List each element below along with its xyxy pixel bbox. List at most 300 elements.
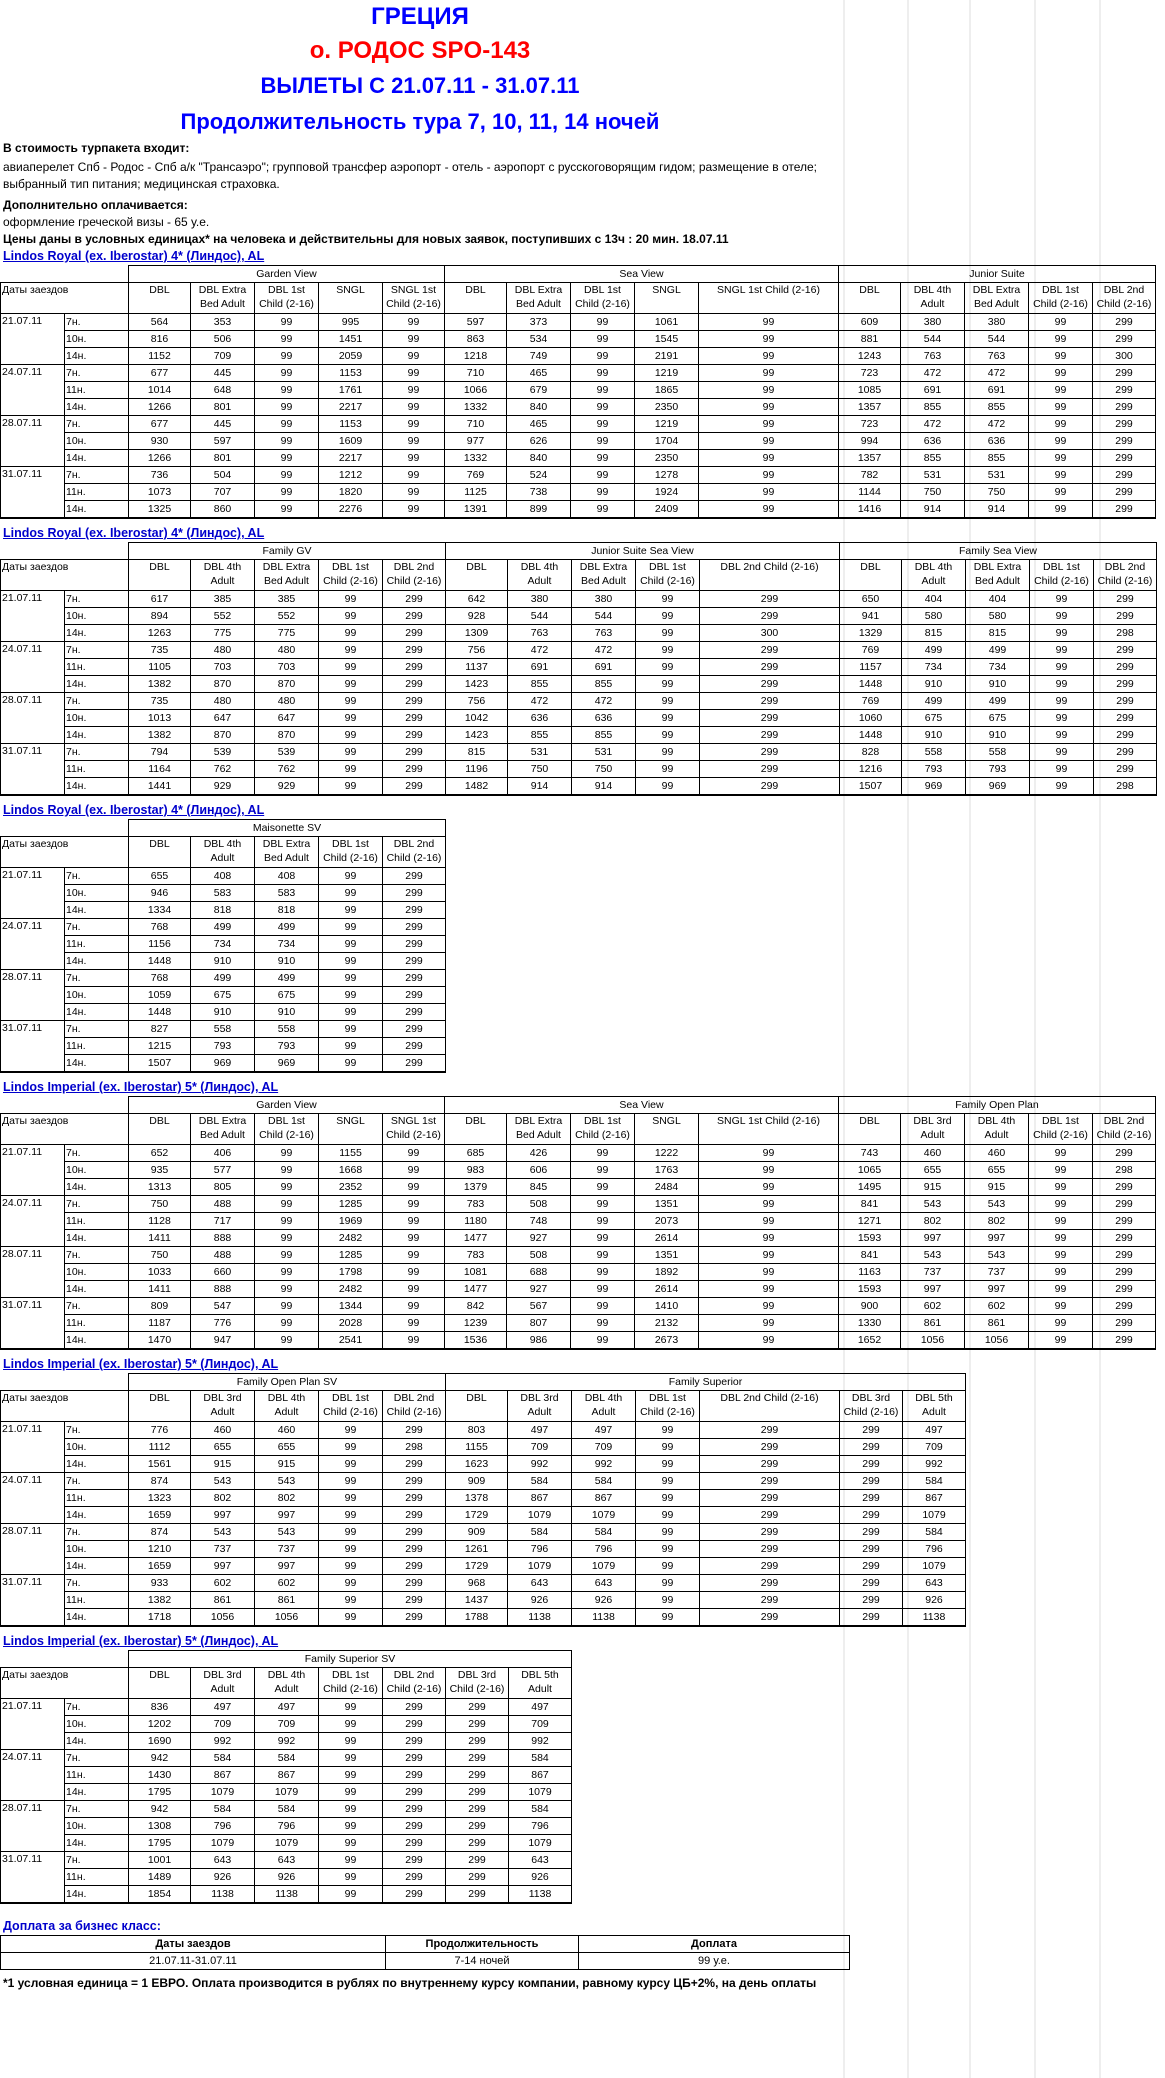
room-type-header: Junior Suite Sea View bbox=[446, 543, 840, 560]
price-cell: 99 bbox=[255, 348, 319, 365]
price-cell: 99 bbox=[571, 1145, 635, 1162]
surcharge-table bbox=[0, 1935, 850, 1970]
price-cell: 1152 bbox=[129, 348, 191, 365]
price-cell: 915 bbox=[965, 1179, 1029, 1196]
price-cell: 874 bbox=[129, 1473, 191, 1490]
price-cell: 299 bbox=[1093, 416, 1156, 433]
price-cell: 480 bbox=[191, 693, 255, 710]
price-cell: 99 bbox=[319, 1818, 383, 1835]
price-cell: 472 bbox=[965, 416, 1029, 433]
table-row bbox=[1, 1558, 966, 1575]
price-cell: 99 bbox=[319, 625, 383, 642]
price-cell: 734 bbox=[902, 659, 966, 676]
column-header: DBL 1st Child (2-16) bbox=[319, 1391, 383, 1422]
price-cell: 1423 bbox=[446, 727, 508, 744]
price-cell: 488 bbox=[191, 1196, 255, 1213]
price-cell: 99 bbox=[699, 1162, 839, 1179]
price-cell: 99 bbox=[636, 778, 700, 796]
price-cell: 855 bbox=[965, 399, 1029, 416]
price-cell: 769 bbox=[840, 642, 902, 659]
price-cell: 99 bbox=[699, 1298, 839, 1315]
price-cell: 299 bbox=[1094, 591, 1157, 608]
price-cell: 99 bbox=[319, 608, 383, 625]
price-cell: 299 bbox=[383, 1038, 446, 1055]
price-cell: 99 bbox=[383, 416, 445, 433]
column-header: DBL 1st Child (2-16) bbox=[1030, 560, 1094, 591]
price-cell: 531 bbox=[572, 744, 636, 761]
price-cell: 299 bbox=[383, 1558, 446, 1575]
nights: 7н. bbox=[65, 1801, 129, 1818]
date-column-label: Даты заездов bbox=[1, 283, 129, 314]
price-cell: 861 bbox=[965, 1315, 1029, 1332]
price-cell: 99 bbox=[319, 1004, 383, 1021]
arrival-date: 31.07.11 bbox=[1, 744, 65, 761]
price-cell: 1382 bbox=[129, 727, 191, 744]
price-cell: 99 bbox=[1029, 433, 1093, 450]
price-cell: 99 bbox=[319, 868, 383, 885]
nights: 7н. bbox=[65, 868, 129, 885]
price-cell: 299 bbox=[383, 1473, 446, 1490]
price-cell: 472 bbox=[572, 693, 636, 710]
arrival-date: 31.07.11 bbox=[1, 1021, 65, 1038]
price-cell: 1216 bbox=[840, 761, 902, 778]
price-cell: 99 bbox=[383, 1247, 445, 1264]
price-cell: 99 bbox=[319, 1507, 383, 1524]
price-cell: 723 bbox=[839, 365, 901, 382]
nights: 10н. bbox=[65, 1264, 129, 1281]
price-cell: 915 bbox=[191, 1456, 255, 1473]
hotel-link[interactable]: Lindos Imperial (ex. Iberostar) 5* (Линдос), AL bbox=[3, 1357, 279, 1371]
surcharge-title: Доплата за бизнес класс: bbox=[3, 1919, 161, 1933]
column-header: DBL Extra Bed Adult bbox=[507, 283, 571, 314]
price-cell: 783 bbox=[445, 1247, 507, 1264]
column-header: DBL bbox=[129, 283, 191, 314]
price-cell: 643 bbox=[903, 1575, 966, 1592]
arrival-date bbox=[1, 936, 65, 953]
price-cell: 298 bbox=[1094, 625, 1157, 642]
price-cell: 1411 bbox=[129, 1281, 191, 1298]
nights: 7н. bbox=[65, 314, 129, 331]
price-cell: 99 bbox=[571, 382, 635, 399]
price-cell: 99 bbox=[255, 399, 319, 416]
price-cell: 763 bbox=[965, 348, 1029, 365]
price-cell: 99 bbox=[1029, 348, 1093, 365]
price-cell: 99 bbox=[319, 1801, 383, 1818]
price-cell: 709 bbox=[255, 1716, 319, 1733]
price-cell: 99 bbox=[255, 382, 319, 399]
price-cell: 299 bbox=[446, 1699, 509, 1716]
price-cell: 99 bbox=[319, 1021, 383, 1038]
price-cell: 926 bbox=[903, 1592, 966, 1609]
price-cell: 497 bbox=[191, 1699, 255, 1716]
table-row bbox=[1, 778, 1157, 796]
table-row bbox=[1, 936, 446, 953]
price-cell: 99 bbox=[1029, 1162, 1093, 1179]
price-cell: 380 bbox=[901, 314, 965, 331]
price-cell: 1448 bbox=[840, 727, 902, 744]
nights: 10н. bbox=[65, 1818, 129, 1835]
price-cell: 299 bbox=[700, 1575, 840, 1592]
price-cell: 1138 bbox=[255, 1886, 319, 1904]
price-cell: 99 bbox=[383, 1230, 445, 1247]
price-cell: 299 bbox=[700, 710, 840, 727]
price-cell: 99 bbox=[699, 1332, 839, 1350]
price-cell: 99 bbox=[1029, 382, 1093, 399]
column-header: DBL 3rd Adult bbox=[508, 1391, 572, 1422]
price-cell: 299 bbox=[383, 642, 446, 659]
price-cell: 910 bbox=[191, 953, 255, 970]
room-type-header: Family GV bbox=[129, 543, 446, 560]
nights: 10н. bbox=[65, 608, 129, 625]
price-cell: 299 bbox=[1093, 1179, 1156, 1196]
price-cell: 1382 bbox=[129, 676, 191, 693]
price-cell: 1332 bbox=[445, 399, 507, 416]
arrival-date bbox=[1, 1609, 65, 1627]
table-row bbox=[1, 1852, 572, 1869]
arrival-date bbox=[1, 1716, 65, 1733]
arrival-date bbox=[1, 1507, 65, 1524]
table-row bbox=[1, 1456, 966, 1473]
price-cell: 299 bbox=[446, 1869, 509, 1886]
price-cell: 99 bbox=[255, 467, 319, 484]
table-row bbox=[1, 1315, 1156, 1332]
price-cell: 1285 bbox=[319, 1196, 383, 1213]
price-cell: 763 bbox=[572, 625, 636, 642]
price-cell: 99 bbox=[319, 1869, 383, 1886]
price-cell: 1285 bbox=[319, 1247, 383, 1264]
price-cell: 935 bbox=[129, 1162, 191, 1179]
price-cell: 1056 bbox=[901, 1332, 965, 1350]
table-row bbox=[1, 1609, 966, 1627]
arrival-date bbox=[1, 1179, 65, 1196]
price-cell: 99 bbox=[699, 1247, 839, 1264]
price-cell: 775 bbox=[191, 625, 255, 642]
price-cell: 1156 bbox=[129, 936, 191, 953]
price-cell: 299 bbox=[840, 1507, 903, 1524]
price-cell: 636 bbox=[572, 710, 636, 727]
price-cell: 1157 bbox=[840, 659, 902, 676]
price-cell: 299 bbox=[446, 1733, 509, 1750]
hotel-link[interactable]: Lindos Royal (ex. Iberostar) 4* (Линдос), AL bbox=[3, 526, 265, 540]
extra-text: оформление греческой визы - 65 у.е. bbox=[3, 215, 210, 229]
column-header: DBL 4th Adult bbox=[255, 1391, 319, 1422]
nights: 7н. bbox=[65, 1021, 129, 1038]
table-row bbox=[1, 1038, 446, 1055]
price-cell: 1112 bbox=[129, 1439, 191, 1456]
price-cell: 1593 bbox=[839, 1230, 901, 1247]
nights: 7н. bbox=[65, 416, 129, 433]
table-row bbox=[1, 1230, 1156, 1247]
hotel-link[interactable]: Lindos Imperial (ex. Iberostar) 5* (Линдос), AL bbox=[3, 1080, 279, 1094]
price-cell: 1798 bbox=[319, 1264, 383, 1281]
nights: 7н. bbox=[65, 1247, 129, 1264]
room-type-header: Junior Suite bbox=[839, 266, 1156, 283]
price-cell: 543 bbox=[255, 1473, 319, 1490]
column-header: DBL Extra Bed Adult bbox=[255, 560, 319, 591]
arrival-date: 31.07.11 bbox=[1, 1298, 65, 1315]
price-cell: 583 bbox=[191, 885, 255, 902]
price-cell: 691 bbox=[572, 659, 636, 676]
price-cell: 499 bbox=[255, 919, 319, 936]
price-cell: 1243 bbox=[839, 348, 901, 365]
price-cell: 647 bbox=[255, 710, 319, 727]
price-cell: 299 bbox=[700, 1456, 840, 1473]
table-row bbox=[1, 314, 1156, 331]
title-island: о. РОДОС SPO-143 bbox=[309, 37, 531, 64]
price-cell: 299 bbox=[1093, 433, 1156, 450]
price-cell: 1430 bbox=[129, 1767, 191, 1784]
price-cell: 643 bbox=[572, 1575, 636, 1592]
price-cell: 99 bbox=[383, 1145, 445, 1162]
price-cell: 299 bbox=[383, 676, 446, 693]
price-cell: 99 bbox=[571, 399, 635, 416]
price-cell: 933 bbox=[129, 1575, 191, 1592]
price-cell: 709 bbox=[191, 1716, 255, 1733]
price-cell: 534 bbox=[507, 331, 571, 348]
table-row bbox=[1, 676, 1157, 693]
price-cell: 2059 bbox=[319, 348, 383, 365]
price-cell: 99 bbox=[571, 1213, 635, 1230]
column-header: SNGL 1st Child (2-16) bbox=[699, 283, 839, 314]
price-cell: 460 bbox=[965, 1145, 1029, 1162]
price-cell: 709 bbox=[572, 1439, 636, 1456]
price-cell: 99 bbox=[319, 1558, 383, 1575]
price-cell: 299 bbox=[1093, 450, 1156, 467]
column-header: DBL 3rd Child (2-16) bbox=[446, 1668, 509, 1699]
price-cell: 1202 bbox=[129, 1716, 191, 1733]
price-cell: 99 bbox=[383, 433, 445, 450]
arrival-date: 24.07.11 bbox=[1, 919, 65, 936]
price-cell: 99 bbox=[319, 744, 383, 761]
nights: 7н. bbox=[65, 467, 129, 484]
price-cell: 299 bbox=[1093, 1145, 1156, 1162]
price-cell: 531 bbox=[965, 467, 1029, 484]
price-cell: 99 bbox=[1029, 1179, 1093, 1196]
price-cell: 796 bbox=[508, 1541, 572, 1558]
price-cell: 544 bbox=[901, 331, 965, 348]
price-cell: 99 bbox=[636, 761, 700, 778]
price-cell: 763 bbox=[901, 348, 965, 365]
arrival-date: 31.07.11 bbox=[1, 467, 65, 484]
price-cell: 2352 bbox=[319, 1179, 383, 1196]
price-cell: 99 bbox=[1029, 467, 1093, 484]
arrival-date bbox=[1, 1592, 65, 1609]
price-cell: 99 bbox=[383, 348, 445, 365]
price-cell: 1451 bbox=[319, 331, 383, 348]
price-cell: 99 bbox=[319, 987, 383, 1004]
column-header: DBL 1st Child (2-16) bbox=[255, 283, 319, 314]
price-cell: 867 bbox=[572, 1490, 636, 1507]
price-cell: 99 bbox=[699, 331, 839, 348]
price-cell: 1718 bbox=[129, 1609, 191, 1627]
hotel-link[interactable]: Lindos Royal (ex. Iberostar) 4* (Линдос), AL bbox=[3, 249, 265, 263]
price-cell: 299 bbox=[700, 1592, 840, 1609]
price-cell: 299 bbox=[383, 970, 446, 987]
arrival-date bbox=[1, 484, 65, 501]
price-cell: 99 bbox=[1030, 591, 1094, 608]
price-cell: 299 bbox=[700, 761, 840, 778]
price-cell: 99 bbox=[571, 365, 635, 382]
price-cell: 99 bbox=[1029, 1247, 1093, 1264]
price-cell: 99 bbox=[1030, 676, 1094, 693]
price-cell: 675 bbox=[255, 987, 319, 1004]
table-row bbox=[1, 902, 446, 919]
column-header: DBL 4th Adult bbox=[508, 560, 572, 591]
price-cell: 299 bbox=[700, 676, 840, 693]
price-cell: 99 bbox=[699, 433, 839, 450]
price-cell: 997 bbox=[901, 1281, 965, 1298]
price-cell: 1271 bbox=[839, 1213, 901, 1230]
table-row bbox=[1, 348, 1156, 365]
price-cell: 748 bbox=[507, 1213, 571, 1230]
price-cell: 929 bbox=[191, 778, 255, 796]
price-cell: 1079 bbox=[191, 1784, 255, 1801]
price-cell: 749 bbox=[507, 348, 571, 365]
column-header: DBL bbox=[840, 560, 902, 591]
price-cell: 99 bbox=[383, 484, 445, 501]
price-cell: 99 bbox=[1029, 416, 1093, 433]
price-cell: 99 bbox=[636, 608, 700, 625]
price-cell: 737 bbox=[965, 1264, 1029, 1281]
price-cell: 584 bbox=[508, 1473, 572, 1490]
price-cell: 647 bbox=[191, 710, 255, 727]
price-cell: 99 bbox=[636, 625, 700, 642]
nights: 7н. bbox=[65, 1750, 129, 1767]
price-cell: 2673 bbox=[635, 1332, 699, 1350]
price-cell: 775 bbox=[255, 625, 319, 642]
price-cell: 650 bbox=[840, 591, 902, 608]
price-cell: 1593 bbox=[839, 1281, 901, 1298]
price-cell: 648 bbox=[191, 382, 255, 399]
price-cell: 299 bbox=[446, 1750, 509, 1767]
arrival-date bbox=[1, 902, 65, 919]
price-cell: 910 bbox=[255, 1004, 319, 1021]
price-cell: 801 bbox=[191, 399, 255, 416]
price-table bbox=[0, 1096, 1156, 1350]
hotel-link[interactable]: Lindos Royal (ex. Iberostar) 4* (Линдос), AL bbox=[3, 803, 265, 817]
price-cell: 815 bbox=[966, 625, 1030, 642]
price-cell: 99 bbox=[1030, 761, 1094, 778]
price-cell: 997 bbox=[965, 1230, 1029, 1247]
nights: 7н. bbox=[65, 1575, 129, 1592]
price-cell: 942 bbox=[129, 1801, 191, 1818]
price-cell: 558 bbox=[191, 1021, 255, 1038]
price-cell: 992 bbox=[509, 1733, 572, 1750]
price-cell: 1210 bbox=[129, 1541, 191, 1558]
price-cell: 855 bbox=[508, 727, 572, 744]
nights: 11н. bbox=[65, 761, 129, 778]
price-cell: 1477 bbox=[445, 1230, 507, 1247]
price-cell: 499 bbox=[966, 642, 1030, 659]
price-cell: 1187 bbox=[129, 1315, 191, 1332]
price-cell: 539 bbox=[255, 744, 319, 761]
arrival-date bbox=[1, 710, 65, 727]
arrival-date bbox=[1, 1439, 65, 1456]
price-cell: 299 bbox=[700, 778, 840, 796]
hotel-link[interactable]: Lindos Imperial (ex. Iberostar) 5* (Линдос), AL bbox=[3, 1634, 279, 1648]
arrival-date bbox=[1, 1835, 65, 1852]
price-cell: 99 bbox=[383, 1162, 445, 1179]
arrival-date bbox=[1, 1264, 65, 1281]
price-cell: 626 bbox=[507, 433, 571, 450]
price-cell: 99 bbox=[383, 1315, 445, 1332]
column-header: DBL Extra Bed Adult bbox=[507, 1114, 571, 1145]
arrival-date bbox=[1, 348, 65, 365]
price-cell: 769 bbox=[840, 693, 902, 710]
price-cell: 783 bbox=[445, 1196, 507, 1213]
price-cell: 2482 bbox=[319, 1230, 383, 1247]
room-type-header: Garden View bbox=[129, 1097, 445, 1114]
arrival-date bbox=[1, 1733, 65, 1750]
table-row bbox=[1, 399, 1156, 416]
price-cell: 995 bbox=[319, 314, 383, 331]
price-cell: 99 bbox=[571, 1179, 635, 1196]
price-cell: 793 bbox=[191, 1038, 255, 1055]
price-cell: 99 bbox=[383, 314, 445, 331]
price-cell: 99 bbox=[699, 399, 839, 416]
price-cell: 836 bbox=[129, 1699, 191, 1716]
price-cell: 818 bbox=[255, 902, 319, 919]
column-header: DBL bbox=[129, 1114, 191, 1145]
price-cell: 969 bbox=[902, 778, 966, 796]
price-cell: 1690 bbox=[129, 1733, 191, 1750]
price-cell: 99 bbox=[319, 1038, 383, 1055]
column-header: DBL bbox=[446, 560, 508, 591]
price-cell: 99 bbox=[636, 710, 700, 727]
table-row bbox=[1, 710, 1157, 727]
price-cell: 99 bbox=[383, 382, 445, 399]
price-cell: 299 bbox=[1094, 608, 1157, 625]
price-cell: 679 bbox=[507, 382, 571, 399]
price-cell: 299 bbox=[1093, 399, 1156, 416]
price-cell: 1788 bbox=[446, 1609, 508, 1627]
arrival-date bbox=[1, 1332, 65, 1350]
column-header: DBL 5th Adult bbox=[903, 1391, 966, 1422]
column-header: DBL 1st Child (2-16) bbox=[636, 560, 700, 591]
price-cell: 1507 bbox=[840, 778, 902, 796]
price-cell: 99 bbox=[636, 1575, 700, 1592]
price-cell: 750 bbox=[965, 484, 1029, 501]
price-cell: 1081 bbox=[445, 1264, 507, 1281]
price-cell: 99 bbox=[255, 1281, 319, 1298]
price-cell: 580 bbox=[902, 608, 966, 625]
price-cell: 299 bbox=[383, 1021, 446, 1038]
price-cell: 926 bbox=[509, 1869, 572, 1886]
price-cell: 99 bbox=[319, 1767, 383, 1784]
price-cell: 1138 bbox=[903, 1609, 966, 1627]
price-cell: 827 bbox=[129, 1021, 191, 1038]
empty-corner bbox=[1, 1097, 129, 1114]
price-cell: 488 bbox=[191, 1247, 255, 1264]
price-cell: 99 bbox=[636, 693, 700, 710]
arrival-date bbox=[1, 608, 65, 625]
price-cell: 1013 bbox=[129, 710, 191, 727]
included-text: авиаперелет Спб - Родос - Спб а/к "Трансаэро"; групповой трансфер аэропорт - отель - аэропорт с русскоговорящим гидом; размещение в отеле; выбранный тип питания; медицинская страховка. bbox=[3, 160, 818, 191]
price-cell: 1334 bbox=[129, 902, 191, 919]
price-cell: 926 bbox=[255, 1869, 319, 1886]
price-cell: 1704 bbox=[635, 433, 699, 450]
price-cell: 497 bbox=[255, 1699, 319, 1716]
price-cell: 1330 bbox=[839, 1315, 901, 1332]
column-header: SNGL bbox=[635, 1114, 699, 1145]
price-cell: 497 bbox=[509, 1699, 572, 1716]
price-cell: 1507 bbox=[129, 1055, 191, 1073]
price-cell: 867 bbox=[191, 1767, 255, 1784]
price-cell: 299 bbox=[383, 1852, 446, 1869]
price-cell: 983 bbox=[445, 1162, 507, 1179]
price-cell: 796 bbox=[255, 1818, 319, 1835]
nights: 10н. bbox=[65, 433, 129, 450]
